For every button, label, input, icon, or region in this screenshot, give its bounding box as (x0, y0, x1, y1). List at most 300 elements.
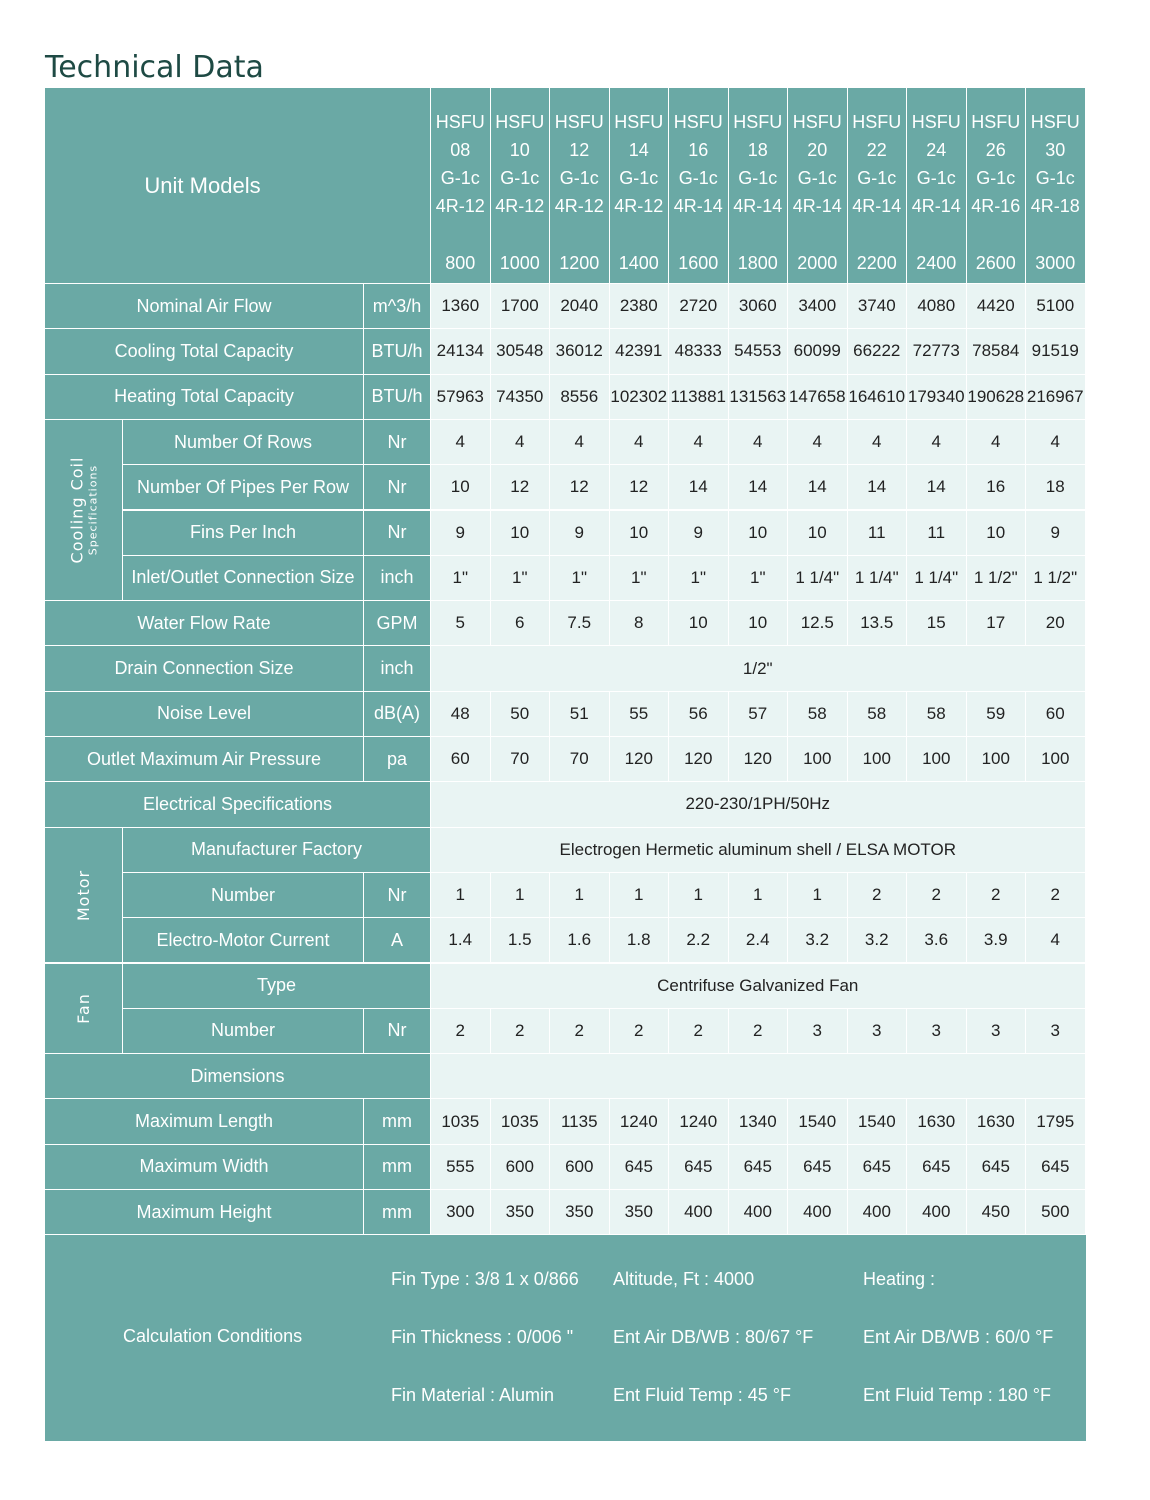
model-l2-text: 22 (866, 140, 887, 160)
motor-number-unit: Nr (364, 873, 430, 917)
cooling-total-capacity-value: 72773 (907, 329, 966, 373)
cooling-total-capacity-value: 48333 (669, 329, 728, 373)
connection-size-value: 1 1/4" (788, 556, 847, 600)
number-of-rows-value: 4 (848, 420, 907, 464)
max-length-value: 1035 (431, 1099, 490, 1143)
outlet-max-air-pressure-label: Outlet Maximum Air Pressure (45, 737, 363, 781)
max-width-value: 600 (491, 1145, 550, 1189)
model-header-5 (669, 88, 728, 283)
max-height-unit: mm (364, 1190, 430, 1234)
motor-current-value: 2.2 (669, 918, 728, 962)
motor-number-value: 1 (610, 873, 669, 917)
model-l4-text: 4R-12 (495, 196, 545, 216)
motor-number-value: 1 (491, 873, 550, 917)
number-of-rows-value: 4 (788, 420, 847, 464)
water-flow-rate-value: 20 (1026, 601, 1085, 645)
model-l3-text: G-1c (976, 168, 1016, 188)
manufacturer-factory-label: Manufacturer Factory (123, 828, 430, 872)
noise-level-value: 57 (729, 692, 788, 736)
number-of-rows-value: 4 (967, 420, 1026, 464)
motor-current-value: 4 (1026, 918, 1085, 962)
unit-models-label: Unit Models (45, 88, 430, 283)
model-l1-text: HSFU (1030, 112, 1080, 132)
water-flow-rate-value: 5 (431, 601, 490, 645)
outlet-max-air-pressure-value: 100 (1026, 737, 1085, 781)
drain-connection-size-label: Drain Connection Size (45, 646, 363, 690)
water-flow-rate-value: 17 (967, 601, 1026, 645)
motor-number-value: 1 (729, 873, 788, 917)
max-length-value: 1540 (788, 1099, 847, 1143)
model-l3-text: G-1c (440, 168, 480, 188)
nominal-air-flow-value: 1360 (431, 284, 490, 328)
max-height-value: 400 (729, 1190, 788, 1234)
number-of-rows-value: 4 (610, 420, 669, 464)
cooling-total-capacity-unit: BTU/h (364, 329, 430, 373)
motor-number-label: Number (123, 873, 363, 917)
model-l2-text: 14 (628, 140, 649, 160)
model-header-8 (848, 88, 907, 283)
pipes-per-row-value: 12 (491, 465, 550, 509)
motor-number-value: 2 (907, 873, 966, 917)
model-header-10 (967, 88, 1026, 283)
max-length-value: 1035 (491, 1099, 550, 1143)
max-length-unit: mm (364, 1099, 430, 1143)
pipes-per-row-value: 14 (907, 465, 966, 509)
max-width-value: 645 (669, 1145, 728, 1189)
model-l1-text: HSFU (733, 112, 783, 132)
calc-col2-line-1: Altitude, Ft : 4000 (613, 1269, 755, 1290)
noise-level-label: Noise Level (45, 692, 363, 736)
water-flow-rate-value: 15 (907, 601, 966, 645)
max-length-value: 1240 (610, 1099, 669, 1143)
noise-level-value: 48 (431, 692, 490, 736)
water-flow-rate-value: 13.5 (848, 601, 907, 645)
fan-number-value: 3 (1026, 1009, 1085, 1053)
motor-current-value: 1.8 (610, 918, 669, 962)
cooling-coil-group-label-text (68, 457, 100, 564)
model-l3-text: G-1c (1035, 168, 1075, 188)
dimensions-value (431, 1054, 1085, 1098)
nominal-air-flow-value: 4420 (967, 284, 1026, 328)
number-of-rows-unit: Nr (364, 420, 430, 464)
max-width-label: Maximum Width (45, 1145, 363, 1189)
noise-level-value: 58 (907, 692, 966, 736)
connection-size-unit: inch (364, 556, 430, 600)
model-l4-text: 4R-12 (614, 196, 664, 216)
number-of-rows-value: 4 (669, 420, 728, 464)
outlet-max-air-pressure-value: 120 (669, 737, 728, 781)
connection-size-value: 1" (431, 556, 490, 600)
max-width-value: 645 (610, 1145, 669, 1189)
motor-current-value: 1.4 (431, 918, 490, 962)
model-capacity-text: 2000 (797, 253, 838, 273)
fan-number-value: 2 (669, 1009, 728, 1053)
cooling-total-capacity-value: 91519 (1026, 329, 1085, 373)
pipes-per-row-label: Number Of Pipes Per Row (123, 465, 363, 509)
model-header-1 (431, 88, 490, 283)
water-flow-rate-value: 8 (610, 601, 669, 645)
noise-level-value: 50 (491, 692, 550, 736)
motor-current-unit: A (364, 918, 430, 962)
pipes-per-row-value: 14 (669, 465, 728, 509)
fan-number-unit: Nr (364, 1009, 430, 1053)
fins-per-inch-value: 9 (550, 511, 609, 555)
model-l4-text: 4R-14 (673, 196, 723, 216)
max-width-value: 645 (788, 1145, 847, 1189)
cooling-coil-group-label (45, 420, 122, 600)
motor-current-value: 2.4 (729, 918, 788, 962)
fan-number-value: 2 (431, 1009, 490, 1053)
cooling-total-capacity-label: Cooling Total Capacity (45, 329, 363, 373)
pipes-per-row-value: 18 (1026, 465, 1085, 509)
outlet-max-air-pressure-unit: pa (364, 737, 430, 781)
fins-per-inch-value: 10 (491, 511, 550, 555)
model-l4-text: 4R-14 (852, 196, 902, 216)
model-capacity-text: 1400 (618, 253, 659, 273)
max-width-value: 645 (1026, 1145, 1085, 1189)
motor-current-value: 3.6 (907, 918, 966, 962)
calc-col1-line-1: Fin Type : 3/8 1 x 0/866 (391, 1269, 579, 1290)
outlet-max-air-pressure-value: 120 (729, 737, 788, 781)
dimensions-label: Dimensions (45, 1054, 430, 1098)
motor-number-value: 2 (848, 873, 907, 917)
max-width-value: 645 (967, 1145, 1026, 1189)
calc-col3-line-1: Heating : (863, 1269, 936, 1290)
fan-number-value: 2 (610, 1009, 669, 1053)
model-l4-text: 4R-14 (792, 196, 842, 216)
fins-per-inch-value: 10 (610, 511, 669, 555)
model-l4-text: 4R-12 (435, 196, 485, 216)
model-l4-text: 4R-16 (971, 196, 1021, 216)
connection-size-value: 1" (491, 556, 550, 600)
fan-number-value: 2 (729, 1009, 788, 1053)
cooling-total-capacity-value: 36012 (550, 329, 609, 373)
electrical-specifications-value: 220-230/1PH/50Hz (431, 782, 1085, 826)
model-l1-text: HSFU (852, 112, 902, 132)
connection-size-value: 1" (610, 556, 669, 600)
drain-connection-size-unit: inch (364, 646, 430, 690)
nominal-air-flow-value: 4080 (907, 284, 966, 328)
number-of-rows-value: 4 (729, 420, 788, 464)
water-flow-rate-unit: GPM (364, 601, 430, 645)
fins-per-inch-unit: Nr (364, 511, 430, 555)
outlet-max-air-pressure-value: 100 (967, 737, 1026, 781)
outlet-max-air-pressure-value: 70 (550, 737, 609, 781)
motor-group-label (45, 828, 122, 963)
max-length-value: 1340 (729, 1099, 788, 1143)
heating-total-capacity-value: 216967 (1026, 375, 1085, 419)
noise-level-value: 58 (788, 692, 847, 736)
connection-size-value: 1 1/2" (1026, 556, 1085, 600)
page-title: Technical Data (45, 50, 264, 85)
heating-total-capacity-value: 8556 (550, 375, 609, 419)
model-l2-text: 08 (450, 140, 471, 160)
calc-col1-line-2: Fin Thickness : 0/006 " (391, 1327, 574, 1348)
motor-current-label: Electro-Motor Current (123, 918, 363, 962)
noise-level-value: 59 (967, 692, 1026, 736)
model-capacity-text: 2400 (916, 253, 957, 273)
nominal-air-flow-value: 2380 (610, 284, 669, 328)
heating-total-capacity-value: 74350 (491, 375, 550, 419)
max-length-value: 1240 (669, 1099, 728, 1143)
motor-current-value: 1.6 (550, 918, 609, 962)
model-l1-text: HSFU (614, 112, 664, 132)
max-height-value: 400 (669, 1190, 728, 1234)
motor-number-value: 1 (550, 873, 609, 917)
fan-number-label: Number (123, 1009, 363, 1053)
model-l3-text: G-1c (738, 168, 778, 188)
fins-per-inch-label: Fins Per Inch (123, 511, 363, 555)
heating-total-capacity-value: 57963 (431, 375, 490, 419)
cooling-coil-subtitle: Specifications (86, 464, 100, 556)
model-header-3 (550, 88, 609, 283)
manufacturer-factory-value: Electrogen Hermetic aluminum shell / ELSA MOTOR (431, 828, 1085, 872)
outlet-max-air-pressure-value: 120 (610, 737, 669, 781)
max-width-value: 555 (431, 1145, 490, 1189)
max-width-value: 600 (550, 1145, 609, 1189)
motor-number-value: 1 (788, 873, 847, 917)
water-flow-rate-value: 6 (491, 601, 550, 645)
max-height-value: 500 (1026, 1190, 1085, 1234)
motor-current-value: 3.2 (788, 918, 847, 962)
fan-number-value: 3 (848, 1009, 907, 1053)
calculation-conditions-block (45, 1235, 1086, 1441)
pipes-per-row-value: 12 (550, 465, 609, 509)
nominal-air-flow-value: 3740 (848, 284, 907, 328)
model-capacity-text: 1800 (737, 253, 778, 273)
technical-data-table (45, 88, 1086, 1441)
model-header-4 (610, 88, 669, 283)
nominal-air-flow-value: 3400 (788, 284, 847, 328)
electrical-specifications-label: Electrical Specifications (45, 782, 430, 826)
pipes-per-row-value: 14 (788, 465, 847, 509)
model-capacity-text: 1000 (499, 253, 540, 273)
model-l3-text: G-1c (619, 168, 659, 188)
max-length-value: 1135 (550, 1099, 609, 1143)
cooling-total-capacity-value: 30548 (491, 329, 550, 373)
motor-number-value: 2 (967, 873, 1026, 917)
outlet-max-air-pressure-value: 70 (491, 737, 550, 781)
water-flow-rate-value: 10 (669, 601, 728, 645)
water-flow-rate-value: 12.5 (788, 601, 847, 645)
model-l1-text: HSFU (495, 112, 545, 132)
max-height-label: Maximum Height (45, 1190, 363, 1234)
model-header-7 (788, 88, 847, 283)
fins-per-inch-value: 10 (729, 511, 788, 555)
heating-total-capacity-value: 164610 (848, 375, 907, 419)
motor-current-value: 1.5 (491, 918, 550, 962)
model-l1-text: HSFU (911, 112, 961, 132)
heating-total-capacity-unit: BTU/h (364, 375, 430, 419)
model-capacity-text: 800 (445, 253, 476, 273)
max-length-value: 1795 (1026, 1099, 1085, 1143)
model-l2-text: 26 (985, 140, 1006, 160)
model-l1-text: HSFU (792, 112, 842, 132)
number-of-rows-label: Number Of Rows (123, 420, 363, 464)
cooling-total-capacity-value: 42391 (610, 329, 669, 373)
water-flow-rate-label: Water Flow Rate (45, 601, 363, 645)
fins-per-inch-value: 11 (907, 511, 966, 555)
calc-col3-line-2: Ent Air DB/WB : 60/0 °F (863, 1327, 1054, 1348)
noise-level-value: 55 (610, 692, 669, 736)
motor-current-value: 3.2 (848, 918, 907, 962)
number-of-rows-value: 4 (550, 420, 609, 464)
calc-col2-line-2: Ent Air DB/WB : 80/67 °F (613, 1327, 814, 1348)
pipes-per-row-unit: Nr (364, 465, 430, 509)
model-l4-text: 4R-12 (554, 196, 604, 216)
outlet-max-air-pressure-value: 60 (431, 737, 490, 781)
max-length-value: 1540 (848, 1099, 907, 1143)
nominal-air-flow-value: 2720 (669, 284, 728, 328)
connection-size-value: 1 1/4" (848, 556, 907, 600)
max-width-value: 645 (729, 1145, 788, 1189)
fan-group-label-text: Fan (74, 992, 93, 1024)
connection-size-label: Inlet/Outlet Connection Size (123, 556, 363, 600)
model-header-6 (729, 88, 788, 283)
heating-total-capacity-value: 190628 (967, 375, 1026, 419)
model-l3-text: G-1c (797, 168, 837, 188)
motor-number-value: 1 (669, 873, 728, 917)
pipes-per-row-value: 14 (848, 465, 907, 509)
model-l1-text: HSFU (554, 112, 604, 132)
drain-connection-size-value: 1/2" (431, 646, 1085, 690)
max-width-unit: mm (364, 1145, 430, 1189)
max-height-value: 350 (491, 1190, 550, 1234)
pipes-per-row-value: 16 (967, 465, 1026, 509)
model-l2-text: 18 (747, 140, 768, 160)
number-of-rows-value: 4 (907, 420, 966, 464)
noise-level-unit: dB(A) (364, 692, 430, 736)
max-length-value: 1630 (967, 1099, 1026, 1143)
model-l1-text: HSFU (971, 112, 1021, 132)
motor-group-label-text: Motor (73, 869, 93, 921)
noise-level-value: 58 (848, 692, 907, 736)
model-l3-text: G-1c (916, 168, 956, 188)
pipes-per-row-value: 14 (729, 465, 788, 509)
model-l2-text: 16 (688, 140, 709, 160)
model-l2-text: 24 (926, 140, 947, 160)
max-width-value: 645 (907, 1145, 966, 1189)
connection-size-value: 1" (729, 556, 788, 600)
model-l2-text: 12 (569, 140, 590, 160)
model-l2-text: 10 (509, 140, 530, 160)
noise-level-value: 60 (1026, 692, 1085, 736)
motor-current-value: 3.9 (967, 918, 1026, 962)
max-length-label: Maximum Length (45, 1099, 363, 1143)
model-header-2 (491, 88, 550, 283)
model-l3-text: G-1c (500, 168, 540, 188)
fan-number-value: 3 (788, 1009, 847, 1053)
number-of-rows-value: 4 (1026, 420, 1085, 464)
fan-number-value: 3 (907, 1009, 966, 1053)
model-capacity-text: 3000 (1035, 253, 1076, 273)
fan-number-value: 2 (550, 1009, 609, 1053)
fins-per-inch-value: 9 (669, 511, 728, 555)
model-l1-text: HSFU (435, 112, 485, 132)
calc-col3-line-3: Ent Fluid Temp : 180 °F (863, 1385, 1051, 1406)
fan-type-value: Centrifuse Galvanized Fan (431, 964, 1085, 1008)
nominal-air-flow-value: 3060 (729, 284, 788, 328)
connection-size-value: 1" (669, 556, 728, 600)
max-height-value: 400 (907, 1190, 966, 1234)
connection-size-value: 1 1/4" (907, 556, 966, 600)
nominal-air-flow-label: Nominal Air Flow (45, 284, 363, 328)
max-height-value: 400 (788, 1190, 847, 1234)
model-capacity-text: 1200 (559, 253, 600, 273)
nominal-air-flow-value: 1700 (491, 284, 550, 328)
model-l2-text: 30 (1045, 140, 1066, 160)
heating-total-capacity-value: 147658 (788, 375, 847, 419)
pipes-per-row-value: 10 (431, 465, 490, 509)
max-length-value: 1630 (907, 1099, 966, 1143)
fins-per-inch-value: 9 (1026, 511, 1085, 555)
calc-col1-line-3: Fin Material : Alumin (391, 1385, 555, 1406)
cooling-coil-title: Cooling Coil (67, 456, 87, 564)
max-height-value: 350 (610, 1190, 669, 1234)
motor-number-value: 2 (1026, 873, 1085, 917)
heating-total-capacity-value: 113881 (669, 375, 728, 419)
nominal-air-flow-unit: m^3/h (364, 284, 430, 328)
max-height-value: 450 (967, 1190, 1026, 1234)
fins-per-inch-value: 11 (848, 511, 907, 555)
cooling-total-capacity-value: 54553 (729, 329, 788, 373)
noise-level-value: 51 (550, 692, 609, 736)
fan-number-value: 2 (491, 1009, 550, 1053)
model-l3-text: G-1c (559, 168, 599, 188)
noise-level-value: 56 (669, 692, 728, 736)
connection-size-value: 1 1/2" (967, 556, 1026, 600)
outlet-max-air-pressure-value: 100 (788, 737, 847, 781)
model-header-9 (907, 88, 966, 283)
pipes-per-row-value: 12 (610, 465, 669, 509)
model-l4-text: 4R-14 (733, 196, 783, 216)
outlet-max-air-pressure-value: 100 (907, 737, 966, 781)
model-capacity-text: 2600 (975, 253, 1016, 273)
nominal-air-flow-value: 5100 (1026, 284, 1085, 328)
number-of-rows-value: 4 (491, 420, 550, 464)
fins-per-inch-value: 10 (967, 511, 1026, 555)
outlet-max-air-pressure-value: 100 (848, 737, 907, 781)
max-height-value: 400 (848, 1190, 907, 1234)
model-l4-text: 4R-18 (1030, 196, 1080, 216)
model-l1-text: HSFU (673, 112, 723, 132)
motor-number-value: 1 (431, 873, 490, 917)
cooling-total-capacity-value: 24134 (431, 329, 490, 373)
model-l4-text: 4R-14 (911, 196, 961, 216)
max-height-value: 350 (550, 1190, 609, 1234)
cooling-total-capacity-value: 78584 (967, 329, 1026, 373)
heating-total-capacity-label: Heating Total Capacity (45, 375, 363, 419)
water-flow-rate-value: 7.5 (550, 601, 609, 645)
fan-group-label (45, 964, 122, 1054)
model-l3-text: G-1c (857, 168, 897, 188)
number-of-rows-value: 4 (431, 420, 490, 464)
heating-total-capacity-value: 179340 (907, 375, 966, 419)
cooling-total-capacity-value: 66222 (848, 329, 907, 373)
model-capacity-text: 1600 (678, 253, 719, 273)
model-l2-text: 20 (807, 140, 828, 160)
calculation-conditions-label: Calculation Conditions (123, 1326, 303, 1347)
max-width-value: 645 (848, 1145, 907, 1189)
cooling-total-capacity-value: 60099 (788, 329, 847, 373)
heating-total-capacity-value: 102302 (610, 375, 669, 419)
fins-per-inch-value: 9 (431, 511, 490, 555)
max-height-value: 300 (431, 1190, 490, 1234)
fins-per-inch-value: 10 (788, 511, 847, 555)
fan-number-value: 3 (967, 1009, 1026, 1053)
fan-type-label: Type (123, 964, 430, 1008)
model-header-11 (1026, 88, 1085, 283)
